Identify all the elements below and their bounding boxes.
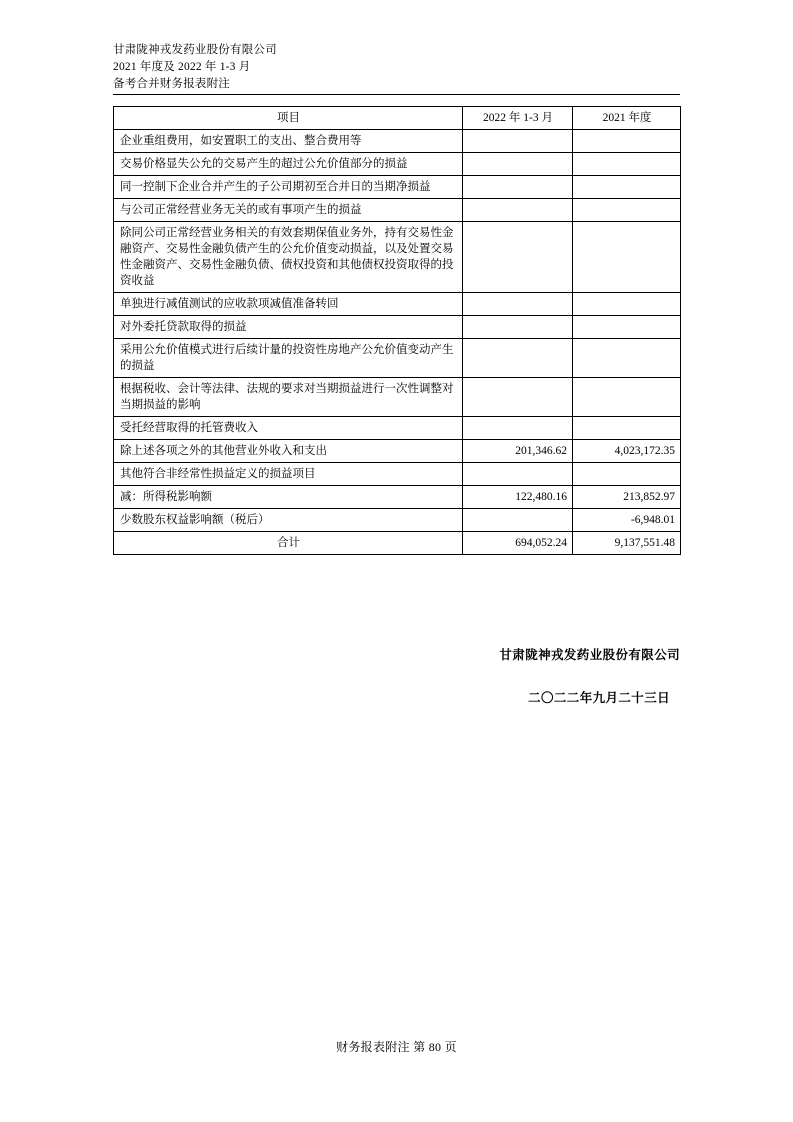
row-item-label: 少数股东权益影响额（税后） (114, 509, 463, 532)
header-divider (113, 94, 680, 95)
column-header-item: 项目 (114, 107, 463, 130)
table-row (114, 486, 681, 509)
table-row (114, 417, 681, 440)
row-item-label: 交易价格显失公允的交易产生的超过公允价值部分的损益 (114, 153, 463, 176)
total-label: 合计 (114, 532, 463, 555)
table-row (114, 293, 681, 316)
nonrecurring-gains-losses-table (113, 106, 681, 555)
row-item-label: 减：所得税影响额 (114, 486, 463, 509)
table-row (114, 176, 681, 199)
total-value-2021: 9,137,551.48 (573, 532, 681, 555)
row-value-2021 (573, 176, 681, 199)
row-item-label: 同一控制下企业合并产生的子公司期初至合并日的当期净损益 (114, 176, 463, 199)
table-header-row (114, 107, 681, 130)
table-row (114, 316, 681, 339)
row-value-2022q1: 201,346.62 (463, 440, 573, 463)
row-item-label: 与公司正常经营业务无关的或有事项产生的损益 (114, 199, 463, 222)
header-line-subtitle: 备考合并财务报表附注 (113, 78, 230, 90)
row-value-2022q1 (463, 222, 573, 293)
row-value-2021: -6,948.01 (573, 509, 681, 532)
row-value-2021 (573, 378, 681, 417)
table-total-row (114, 532, 681, 555)
row-item-label: 采用公允价值模式进行后续计量的投资性房地产公允价值变动产生的损益 (114, 339, 463, 378)
row-item-label: 除同公司正常经营业务相关的有效套期保值业务外，持有交易性金融资产、交易性金融负债产生的公允价值变动损益，以及处置交易性金融资产、交易性金融负债、债权投资和其他债权投资取得的投资收益 (114, 222, 463, 293)
table-row (114, 440, 681, 463)
header-line-company: 甘肃陇神戎发药业股份有限公司 (113, 44, 277, 56)
row-value-2021 (573, 199, 681, 222)
row-value-2021 (573, 153, 681, 176)
row-value-2021 (573, 417, 681, 440)
table-row (114, 130, 681, 153)
row-value-2022q1: 122,480.16 (463, 486, 573, 509)
table-row (114, 378, 681, 417)
table-row (114, 463, 681, 486)
row-item-label: 其他符合非经常性损益定义的损益项目 (114, 463, 463, 486)
row-item-label: 受托经营取得的托管费收入 (114, 417, 463, 440)
table-row (114, 222, 681, 293)
row-item-label: 根据税收、会计等法律、法规的要求对当期损益进行一次性调整对当期损益的影响 (114, 378, 463, 417)
signature-date: 二〇二二年九月二十三日 (528, 691, 670, 705)
row-value-2022q1 (463, 130, 573, 153)
row-value-2021 (573, 222, 681, 293)
row-value-2022q1 (463, 176, 573, 199)
document-header (113, 42, 680, 93)
row-value-2021 (573, 463, 681, 486)
row-value-2022q1 (463, 509, 573, 532)
row-value-2022q1 (463, 339, 573, 378)
table-row (114, 339, 681, 378)
row-value-2022q1 (463, 316, 573, 339)
page-footer: 财务报表附注 第 80 页 (336, 1040, 457, 1054)
table-row (114, 509, 681, 532)
row-value-2021 (573, 130, 681, 153)
row-value-2021 (573, 339, 681, 378)
row-value-2021 (573, 293, 681, 316)
column-header-2021: 2021 年度 (573, 107, 681, 130)
row-value-2022q1 (463, 378, 573, 417)
row-value-2021: 4,023,172.35 (573, 440, 681, 463)
row-value-2022q1 (463, 463, 573, 486)
signature-company: 甘肃陇神戎发药业股份有限公司 (499, 648, 680, 662)
row-item-label: 单独进行减值测试的应收款项减值准备转回 (114, 293, 463, 316)
row-item-label: 对外委托贷款取得的损益 (114, 316, 463, 339)
header-line-period: 2021 年度及 2022 年 1-3 月 (113, 61, 251, 73)
row-value-2022q1 (463, 417, 573, 440)
table-row (114, 153, 681, 176)
column-header-2022q1: 2022 年 1-3 月 (463, 107, 573, 130)
row-item-label: 企业重组费用，如安置职工的支出、整合费用等 (114, 130, 463, 153)
row-value-2021: 213,852.97 (573, 486, 681, 509)
row-item-label: 除上述各项之外的其他营业外收入和支出 (114, 440, 463, 463)
row-value-2021 (573, 316, 681, 339)
row-value-2022q1 (463, 153, 573, 176)
row-value-2022q1 (463, 293, 573, 316)
total-value-2022q1: 694,052.24 (463, 532, 573, 555)
table-row (114, 199, 681, 222)
row-value-2022q1 (463, 199, 573, 222)
